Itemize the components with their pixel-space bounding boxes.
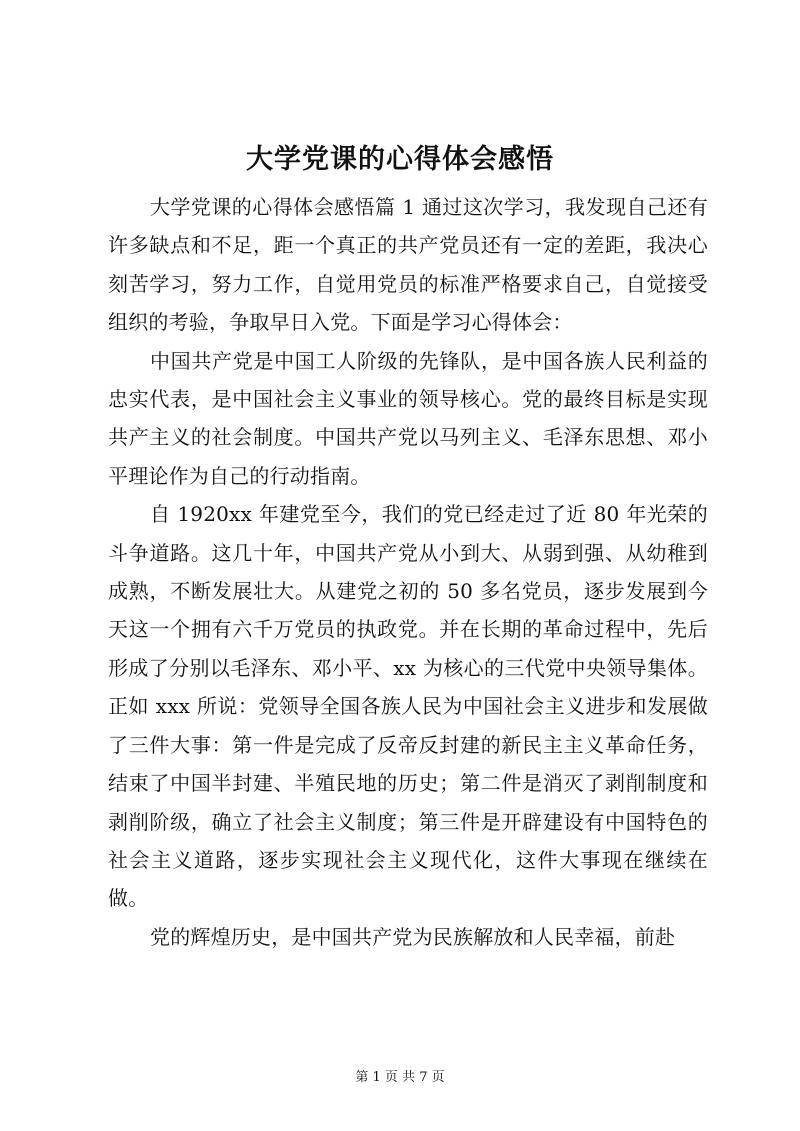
document-body xyxy=(108,188,708,956)
paragraph-3: 自 1920xx 年建党至今，我们的党已经走过了近 80 年光荣的斗争道路。这几十年，中国共产党从小到大、从弱到强、从幼稚到成熟，不断发展壮大。从建党之初的 50 多名党员，逐步发展到今天这一个拥有六千万党员的执政党。并在长期的革命过程中，先后形成了分别以毛泽东、邓小平、xx 为核心的三代党中央领导集体。正如 xxx 所说：党领导全国各族人民为中国社会主义进步和发展做了三件大事：第一件是完成了反帝反封建的新民主主义革命任务，结束了中国半封建、半殖民地的历史；第二件是消灭了剥削制度和剥削阶级，确立了社会主义制度；第三件是开辟建设有中国特色的社会主义道路，逐步实现社会主义现代化，这件大事现在继续在做。 xyxy=(108,502,708,911)
paragraph-1: 大学党课的心得体会感悟篇 1 通过这次学习，我发现自己还有许多缺点和不足，距一个真正的共产党员还有一定的差距，我决心刻苦学习，努力工作，自觉用党员的标准严格要求自己，自觉接受组织的考验，争取早日入党。下面是学习心得体会： xyxy=(108,195,708,335)
page-number-footer: 第 1 页 共 7 页 xyxy=(355,1070,445,1085)
paragraph-4: 党的辉煌历史，是中国共产党为民族解放和人民幸福，前赴 xyxy=(150,924,676,949)
paragraph-2: 中国共产党是中国工人阶级的先锋队，是中国各族人民利益的忠实代表，是中国社会主义事业的领导核心。党的最终目标是实现共产主义的社会制度。中国共产党以马列主义、毛泽东思想、邓小平理论作为自己的行动指南。 xyxy=(108,348,708,488)
document-title: 大学党课的心得体会感悟 xyxy=(246,144,554,175)
